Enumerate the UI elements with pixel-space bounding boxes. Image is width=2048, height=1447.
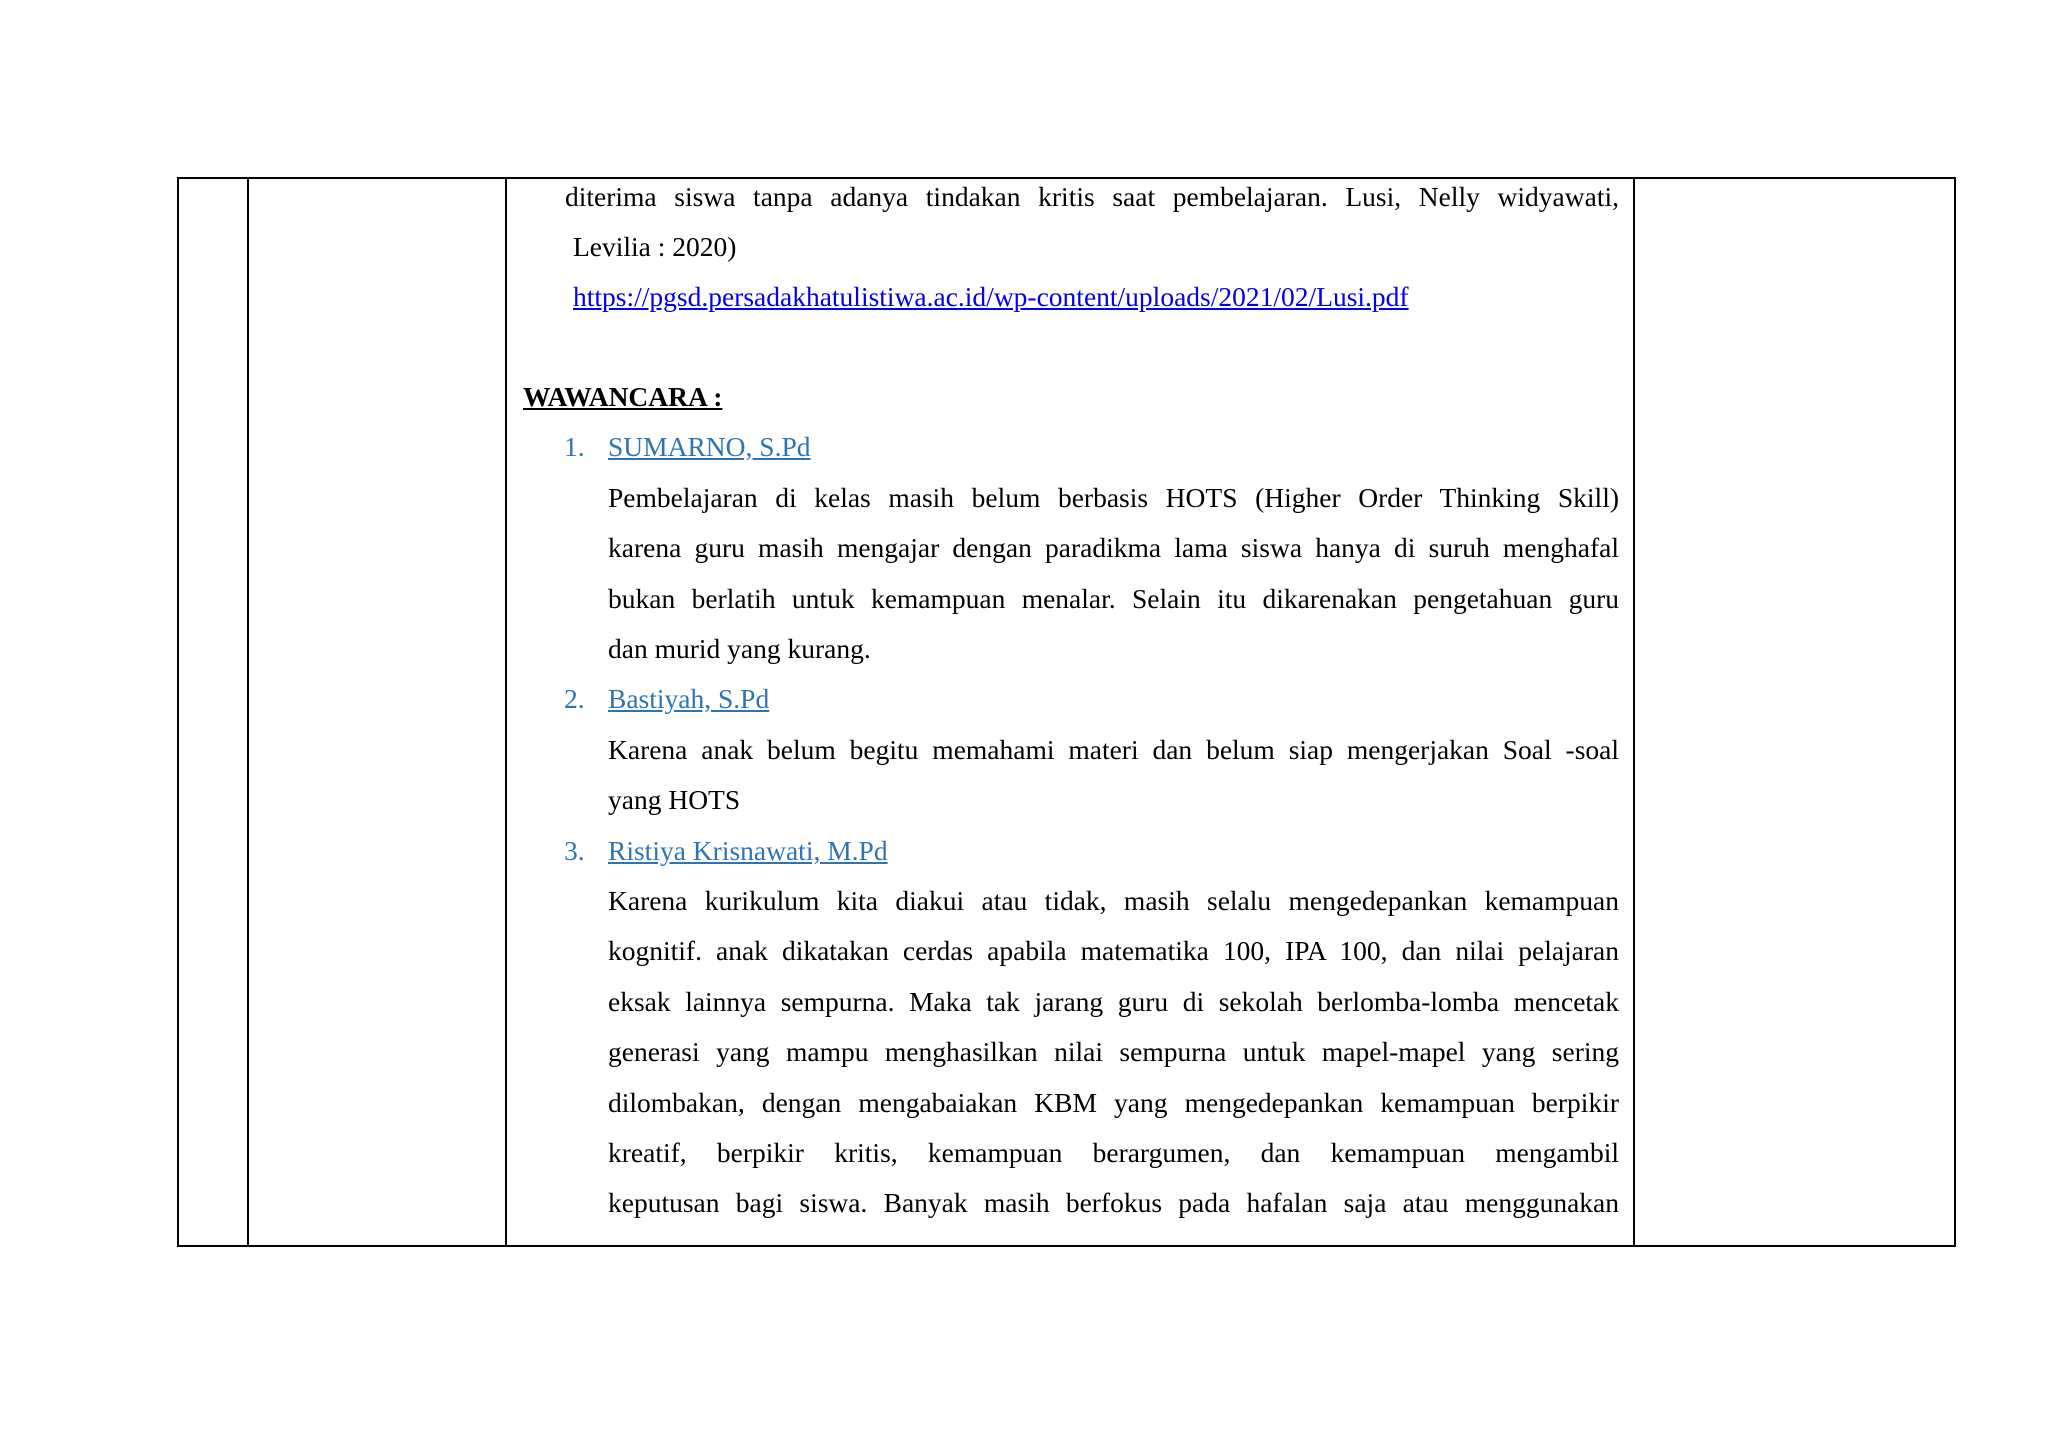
cell-aspect — [249, 179, 505, 1245]
source-link[interactable]: https://pgsd.persadakhatulistiwa.ac.id/wp-content/uploads/2021/02/Lusi.pdf — [573, 281, 1409, 312]
intro-line-1: diterima siswa tanpa adanya tindakan kritis saat pembelajaran. Lusi, Nelly widyawati, — [565, 181, 1619, 212]
item-1-line-4: dan murid yang kurang. — [608, 633, 871, 664]
intro-line-2: Levilia : 2020) — [573, 231, 737, 262]
item-number-3: 3. — [564, 835, 585, 866]
interviewee-name-1[interactable]: SUMARNO, S.Pd — [608, 431, 811, 462]
item-2-line-2: yang HOTS — [608, 784, 741, 815]
item-3-line-5: dilombakan, dengan mengabaiakan KBM yang mengedepankan kemampuan berpikir — [608, 1087, 1619, 1118]
content-table — [177, 177, 1956, 1247]
item-3-line-4: generasi yang mampu menghasilkan nilai sempurna untuk mapel-mapel yang sering — [608, 1036, 1619, 1067]
item-1-line-2: karena guru masih mengajar dengan paradikma lama siswa hanya di suruh menghafal — [608, 532, 1619, 563]
item-3-line-1: Karena kurikulum kita diakui atau tidak, masih selalu mengedepankan kemampuan — [608, 885, 1619, 916]
item-number-2: 2. — [564, 683, 585, 714]
item-number-1: 1. — [564, 431, 585, 462]
item-3-line-6: kreatif, berpikir kritis, kemampuan berargumen, dan kemampuan mengambil — [608, 1137, 1619, 1168]
item-3-line-2: kognitif. anak dikatakan cerdas apabila matematika 100, IPA 100, dan nilai pelajaran — [608, 935, 1619, 966]
cell-number — [179, 179, 247, 1245]
interview-heading: WAWANCARA : — [523, 381, 723, 412]
item-1-line-3: bukan berlatih untuk kemampuan menalar. Selain itu dikarenakan pengetahuan guru — [608, 583, 1619, 614]
item-3-line-3: eksak lainnya sempurna. Maka tak jarang guru di sekolah berlomba-lomba mencetak — [608, 986, 1619, 1017]
cell-main-content — [507, 179, 1633, 1245]
item-2-line-1: Karena anak belum begitu memahami materi dan belum siap mengerjakan Soal -soal — [608, 734, 1619, 765]
interviewee-name-2[interactable]: Bastiyah, S.Pd — [608, 683, 770, 714]
cell-notes — [1635, 179, 1955, 1245]
item-3-line-7: keputusan bagi siswa. Banyak masih berfokus pada hafalan saja atau menggunakan — [608, 1187, 1619, 1218]
item-1-line-1: Pembelajaran di kelas masih belum berbasis HOTS (Higher Order Thinking Skill) — [608, 482, 1619, 513]
interviewee-name-3[interactable]: Ristiya Krisnawati, M.Pd — [608, 835, 888, 866]
